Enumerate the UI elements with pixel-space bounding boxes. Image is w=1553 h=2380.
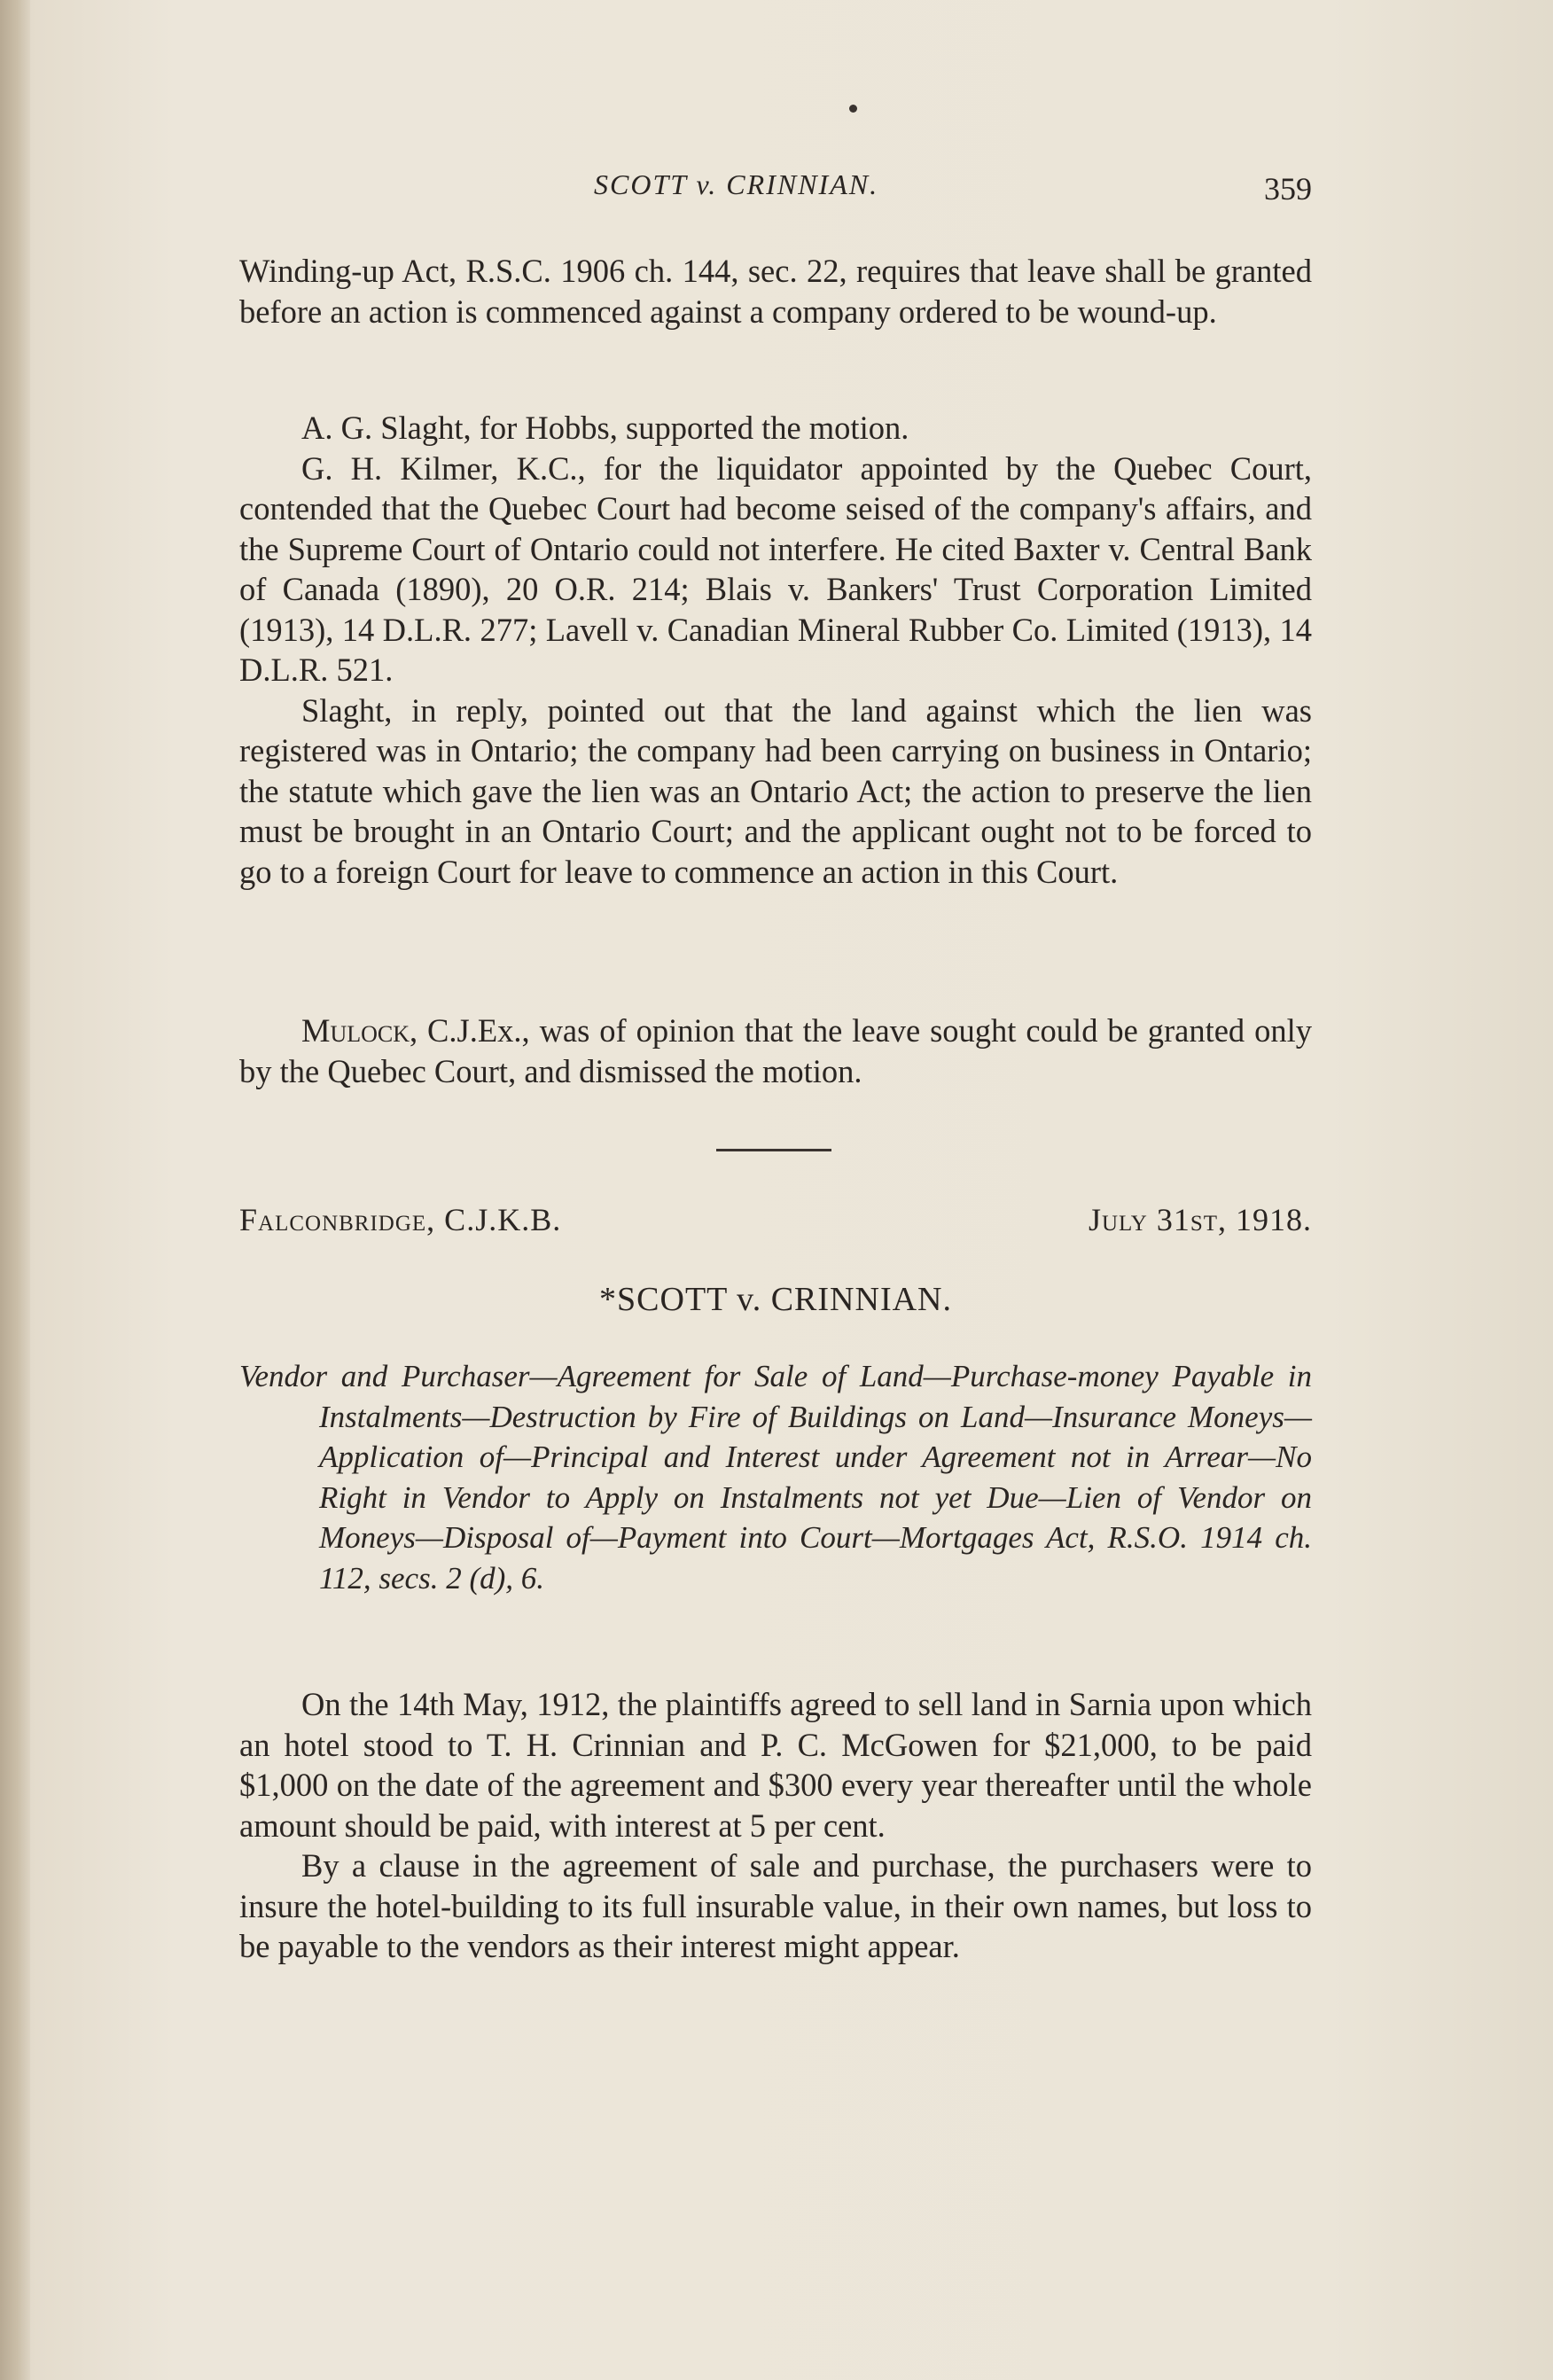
section-divider (716, 1149, 831, 1151)
paragraph: G. H. Kilmer, K.C., for the liquidator appointed by the Quebec Court, contended that the Quebec Court had become seised of the company's affairs, and the Supreme Court of Ontario could not interfere. He cited Baxter v. Central Bank of Canada (1890), 20 O.R. 214; Blais v. Bankers' Trust Corporation Limited (1913), 14 D.L.R. 277; Lavell v. Canadian Mineral Rubber Co. Limited (1913), 14 D.L.R. 521. (239, 449, 1312, 688)
page-number: 359 (1264, 171, 1312, 207)
paragraph: By a clause in the agreement of sale and purchase, the purchasers were to insure the hotel-building to its full insurable value, in their own names, but loss to be payable to the vendors as their interest might appear. (239, 1847, 1312, 1964)
paragraph: Slaght, in reply, pointed out that the land against which the lien was registered was in Ontario; the company had been carrying on business in Ontario; the statute which gave the lien was an Ontario Act; the action to preserve the lien must be brought in an Ontario Court; and the applicant ought not to be forced to go to a foreign Court for leave to commence an action in this Court. (239, 691, 1312, 890)
ink-speck (849, 105, 857, 113)
running-head-title: SCOTT v. CRINNIAN. (594, 168, 879, 200)
paragraph: Winding-up Act, R.S.C. 1906 ch. 144, sec. 22, requires that leave shall be granted before an action is commenced against a company ordered to be wound-up. (239, 253, 1312, 330)
decision-text: , C.J.Ex., was of opinion that the leave sought could be granted only by the Quebec Court, and dismissed the motion. (239, 1012, 1312, 1089)
book-spine-edge (0, 0, 30, 2380)
paragraph: On the 14th May, 1912, the plaintiffs agreed to sell land in Sarnia upon which an hotel stood to T. H. Crinnian and P. C. McGowen for $21,000, to be paid $1,000 on the date of the agreement and $300 every year thereafter until the whole amount should be paid, with interest at 5 per cent. (239, 1686, 1312, 1844)
presiding-judge: Falconbridge, C.J.K.B. (239, 1202, 562, 1237)
judge-name: Mulock (301, 1012, 410, 1049)
case-facts (239, 1684, 1312, 1967)
case-title: *SCOTT v. CRINNIAN. (599, 1281, 952, 1318)
headnote: Vendor and Purchaser—Agreement for Sale of Land—Purchase-money Payable in Instalments—Destruction by Fire of Buildings on Land—Insurance Moneys—Application of—Principal and Interest under Agreement not in Arrear—No Right in Vendor to Apply on Instalments not yet Due—Lien of Vendor on Moneys—Disposal of—Payment into Court—Mortgages Act, R.S.O. 1914 ch. 112, secs. 2 (d), 6. (239, 1359, 1312, 1596)
decision-paragraph (239, 1011, 1312, 1091)
paragraph: A. G. Slaght, for Hobbs, supported the motion. (301, 410, 909, 446)
running-head (239, 168, 1312, 213)
argument-section (239, 408, 1312, 892)
previous-case-conclusion (239, 251, 1312, 332)
judgment-date: July 31st, 1918. (1088, 1202, 1312, 1237)
case-header (239, 1201, 1312, 1245)
